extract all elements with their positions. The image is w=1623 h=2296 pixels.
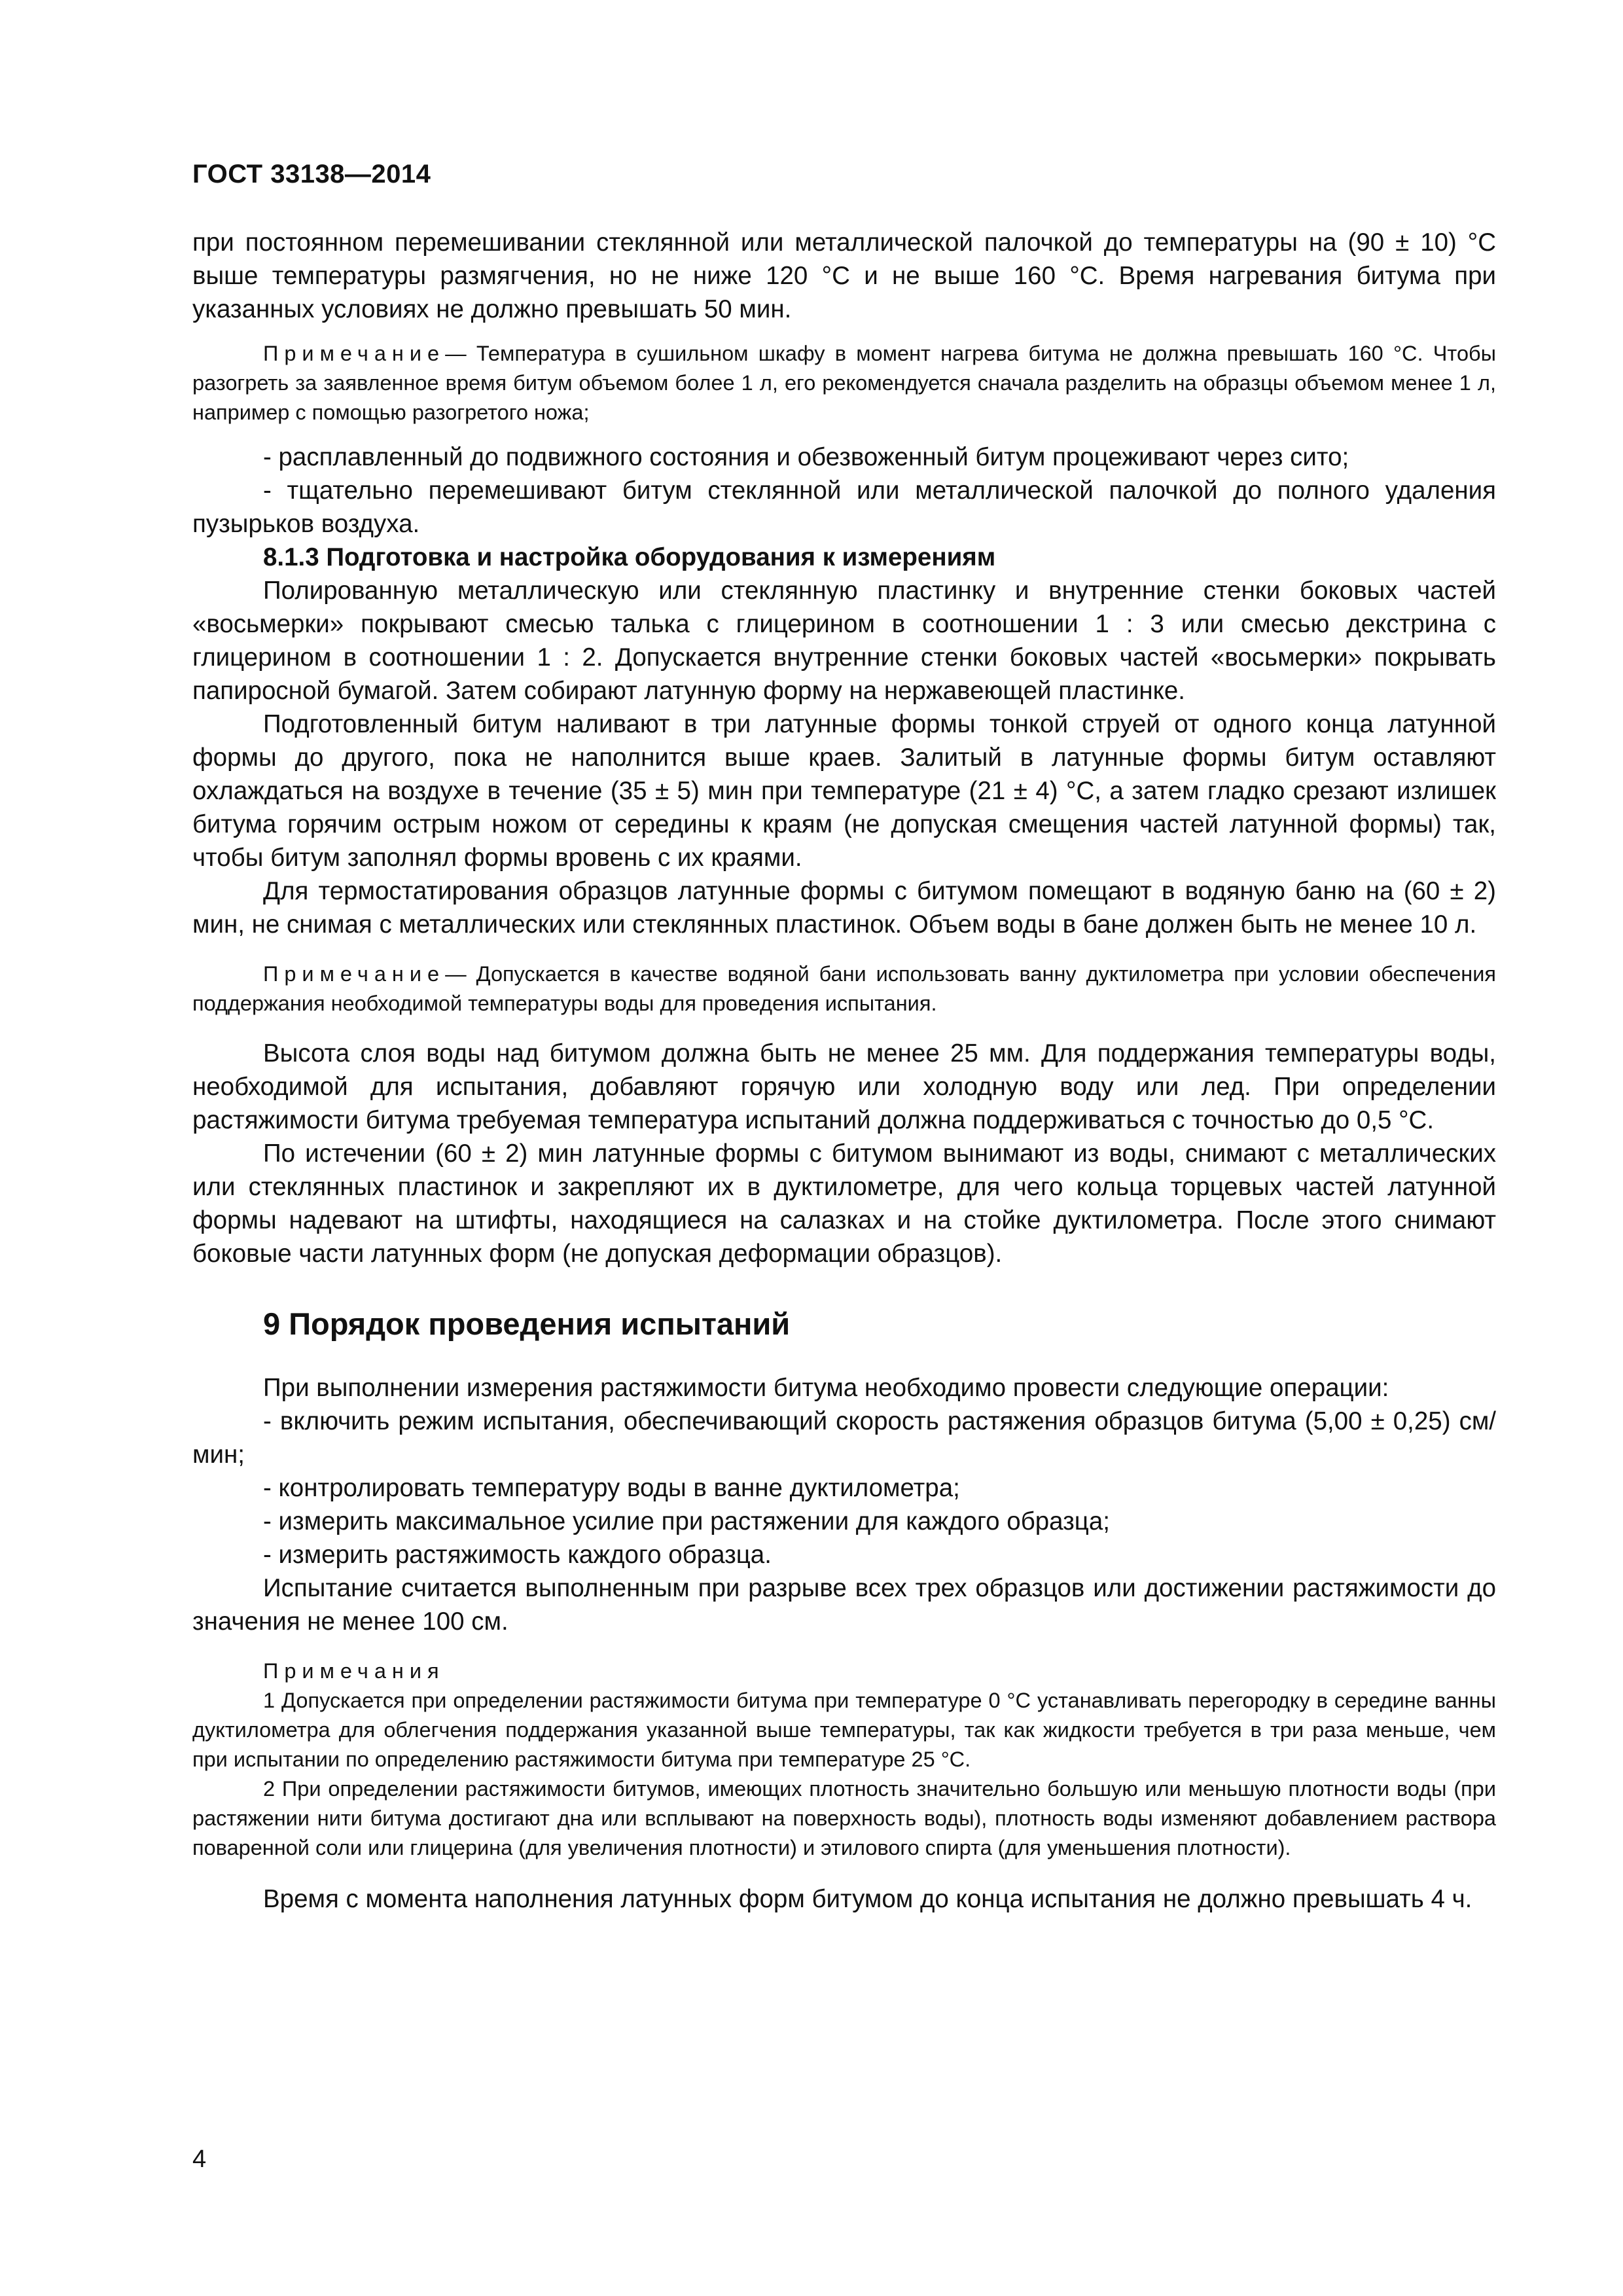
paragraph: По истечении (60 ± 2) мин латунные формы с битумом вынимают из воды, снимают с металлических или стеклянных пластинок и закрепляют их в дуктилометре, для чего кольца торцевых частей латунной формы надевают на штифты, находящиеся на салазках и на стойке дуктилометра. После этого снимают боковые части латунных форм (не допуская деформации образцов). xyxy=(192,1139,1496,1268)
paragraph: Время с момента наполнения латунных форм битумом до конца испытания не должно превышать 4 ч. xyxy=(263,1885,1472,1913)
list-item: - измерить максимальное усилие при растяжении для каждого образца; xyxy=(263,1507,1110,1535)
note xyxy=(192,339,1496,427)
section-heading: 9 Порядок проведения испытаний xyxy=(263,1306,791,1341)
note-item: 2 При определении растяжимости битумов, имеющих плотность значительно большую или меньшую плотности воды (при растяжении нити битума достигают дна или всплывают на поверхность воды), плотность воды изменяют добавлением раствора поваренной соли или глицерина (для увеличения плотности) и этилового спирта (для уменьшения плотности). xyxy=(192,1777,1496,1859)
list-item: - включить режим испытания, обеспечивающий скорость растяжения образцов битума (5,00 ± 0,25) см/мин; xyxy=(192,1407,1496,1469)
document-header: ГОСТ 33138—2014 xyxy=(192,160,431,188)
paragraph: при постоянном перемешивании стеклянной или металлической палочкой до температуры на (90 ± 10) °С выше температуры размягчения, но не ниже 120 °С и не выше 160 °С. Время нагревания битума при указанных условиях не должно превышать 50 мин. xyxy=(192,228,1496,323)
paragraph: Для термостатирования образцов латунные формы с битумом помещают в водяную баню на (60 ± 2) мин, не снимая с металлических или стеклянных пластинок. Объем воды в бане должен быть не менее 10 л. xyxy=(192,877,1496,939)
notes-heading: Примечания xyxy=(263,1659,445,1683)
paragraph: Испытание считается выполненным при разрыве всех трех образцов или достижении растяжимости до значения не менее 100 см. xyxy=(192,1574,1496,1636)
list-item: - контролировать температуру воды в ванне дуктилометра; xyxy=(263,1474,960,1502)
paragraph: Высота слоя воды над битумом должна быть не менее 25 мм. Для поддержания температуры воды, необходимой для испытания, добавляют горячую или холодную воду или лед. При определении растяжимости битума требуемая температура испытаний должна поддерживаться с точностью до 0,5 °С. xyxy=(192,1039,1496,1134)
note-text: — Температура в сушильном шкафу в момент нагрева битума не должна превышать 160 °С. Чтобы разогреть за заявленное время битум объемом более 1 л, его рекомендуется сначала разделить на образцы объемом менее 1 л, например с помощью разогретого ножа; xyxy=(192,342,1496,424)
paragraph: Полированную металлическую или стеклянную пластинку и внутренние стенки боковых частей «восьмерки» покрывают смесью талька с глицерином в соотношении 1 : 3 или смесью декстрина с глицерином в соотношении 1 : 2. Допускается внутренние стенки боковых частей «восьмерки» покрывать папиросной бумагой. Затем собирают латунную форму на нержавеющей пластинке. xyxy=(192,577,1496,705)
paragraph: Подготовленный битум наливают в три латунные формы тонкой струей от одного конца латунной формы до другого, пока не наполнится выше краев. Залитый в латунные формы битум оставляют охлаждаться на воздухе в течение (35 ± 5) мин при температуре (21 ± 4) °С, а затем гладко срезают излишек битума горячим острым ножом от середины к краям (не допуская смещения частей латунной формы) так, чтобы битум заполнял формы вровень с их краями. xyxy=(192,710,1496,872)
document-body xyxy=(192,226,1496,1916)
note-text: — Допускается в качестве водяной бани использовать ванну дуктилометра при условии обеспечения поддержания необходимой температуры воды для проведения испытания. xyxy=(192,962,1496,1015)
list-item: - расплавленный до подвижного состояния и обезвоженный битум процеживают через сито; xyxy=(263,443,1349,471)
subsection-heading: 8.1.3 Подготовка и настройка оборудования к измерениям xyxy=(263,543,996,571)
note-label: Примечание xyxy=(263,962,446,986)
note-label: Примечание xyxy=(263,342,446,365)
page-number: 4 xyxy=(192,2145,207,2173)
list-item: - тщательно перемешивают битум стеклянной или металлической палочкой до полного удаления пузырьков воздуха. xyxy=(192,476,1496,538)
list-item: - измерить растяжимость каждого образца. xyxy=(263,1541,772,1569)
note-item: 1 Допускается при определении растяжимости битума при температуре 0 °С устанавливать перегородку в середине ванны дуктилометра для облегчения поддержания указанной выше температуры, так как жидкости требуется в три раза меньше, чем при испытании по определению растяжимости битума при температуре 25 °С. xyxy=(192,1689,1496,1771)
paragraph: При выполнении измерения растяжимости битума необходимо провести следующие операции: xyxy=(263,1374,1389,1402)
note xyxy=(192,960,1496,1018)
